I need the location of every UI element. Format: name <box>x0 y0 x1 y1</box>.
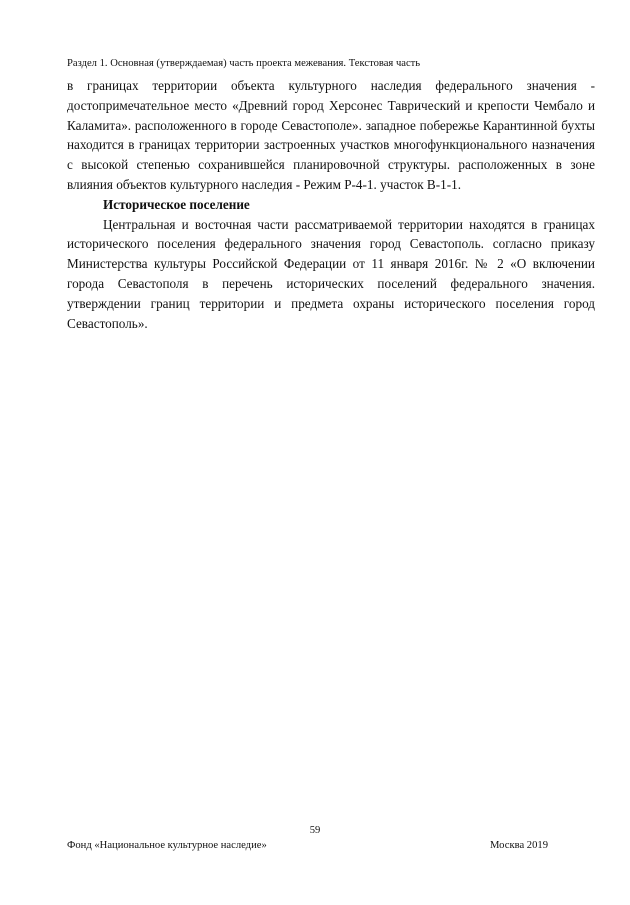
page-number: 59 <box>309 825 321 836</box>
footer-city-year: Москва 2019 <box>490 840 548 851</box>
document-body <box>67 76 595 333</box>
paragraph-heritage-site: в границах территории объекта культурного наследия федерального значения - достопримечательное место «Древний город Херсонес Таврический и крепости Чембало и Каламита». расположенного в городе Севастополе». западное побережье Карантинной бухты находится в границах территории застроенных участков многофункционального назначения с высокой степенью сохранившейся планировочной структуры. расположенных в зоне влияния объектов культурного наследия - Режим Р-4-1. участок В-1-1. <box>67 78 595 192</box>
paragraph-historic-settlement: Центральная и восточная части рассматриваемой территории находятся в границах исторического поселения федерального значения город Севастополь. согласно приказу Министерства культуры Российской Федерации от 11 января 2016г. № 2 «О включении города Севастополя в перечень исторических поселений федерального значения. утверждении границ территории и предмета охраны исторического поселения город Севастополь». <box>67 216 595 331</box>
section-heading: Историческое поселение <box>103 196 250 212</box>
page-header: Раздел 1. Основная (утверждаемая) часть проекта межевания. Текстовая часть <box>67 58 421 69</box>
footer-organization: Фонд «Национальное культурное наследие» <box>67 840 267 851</box>
